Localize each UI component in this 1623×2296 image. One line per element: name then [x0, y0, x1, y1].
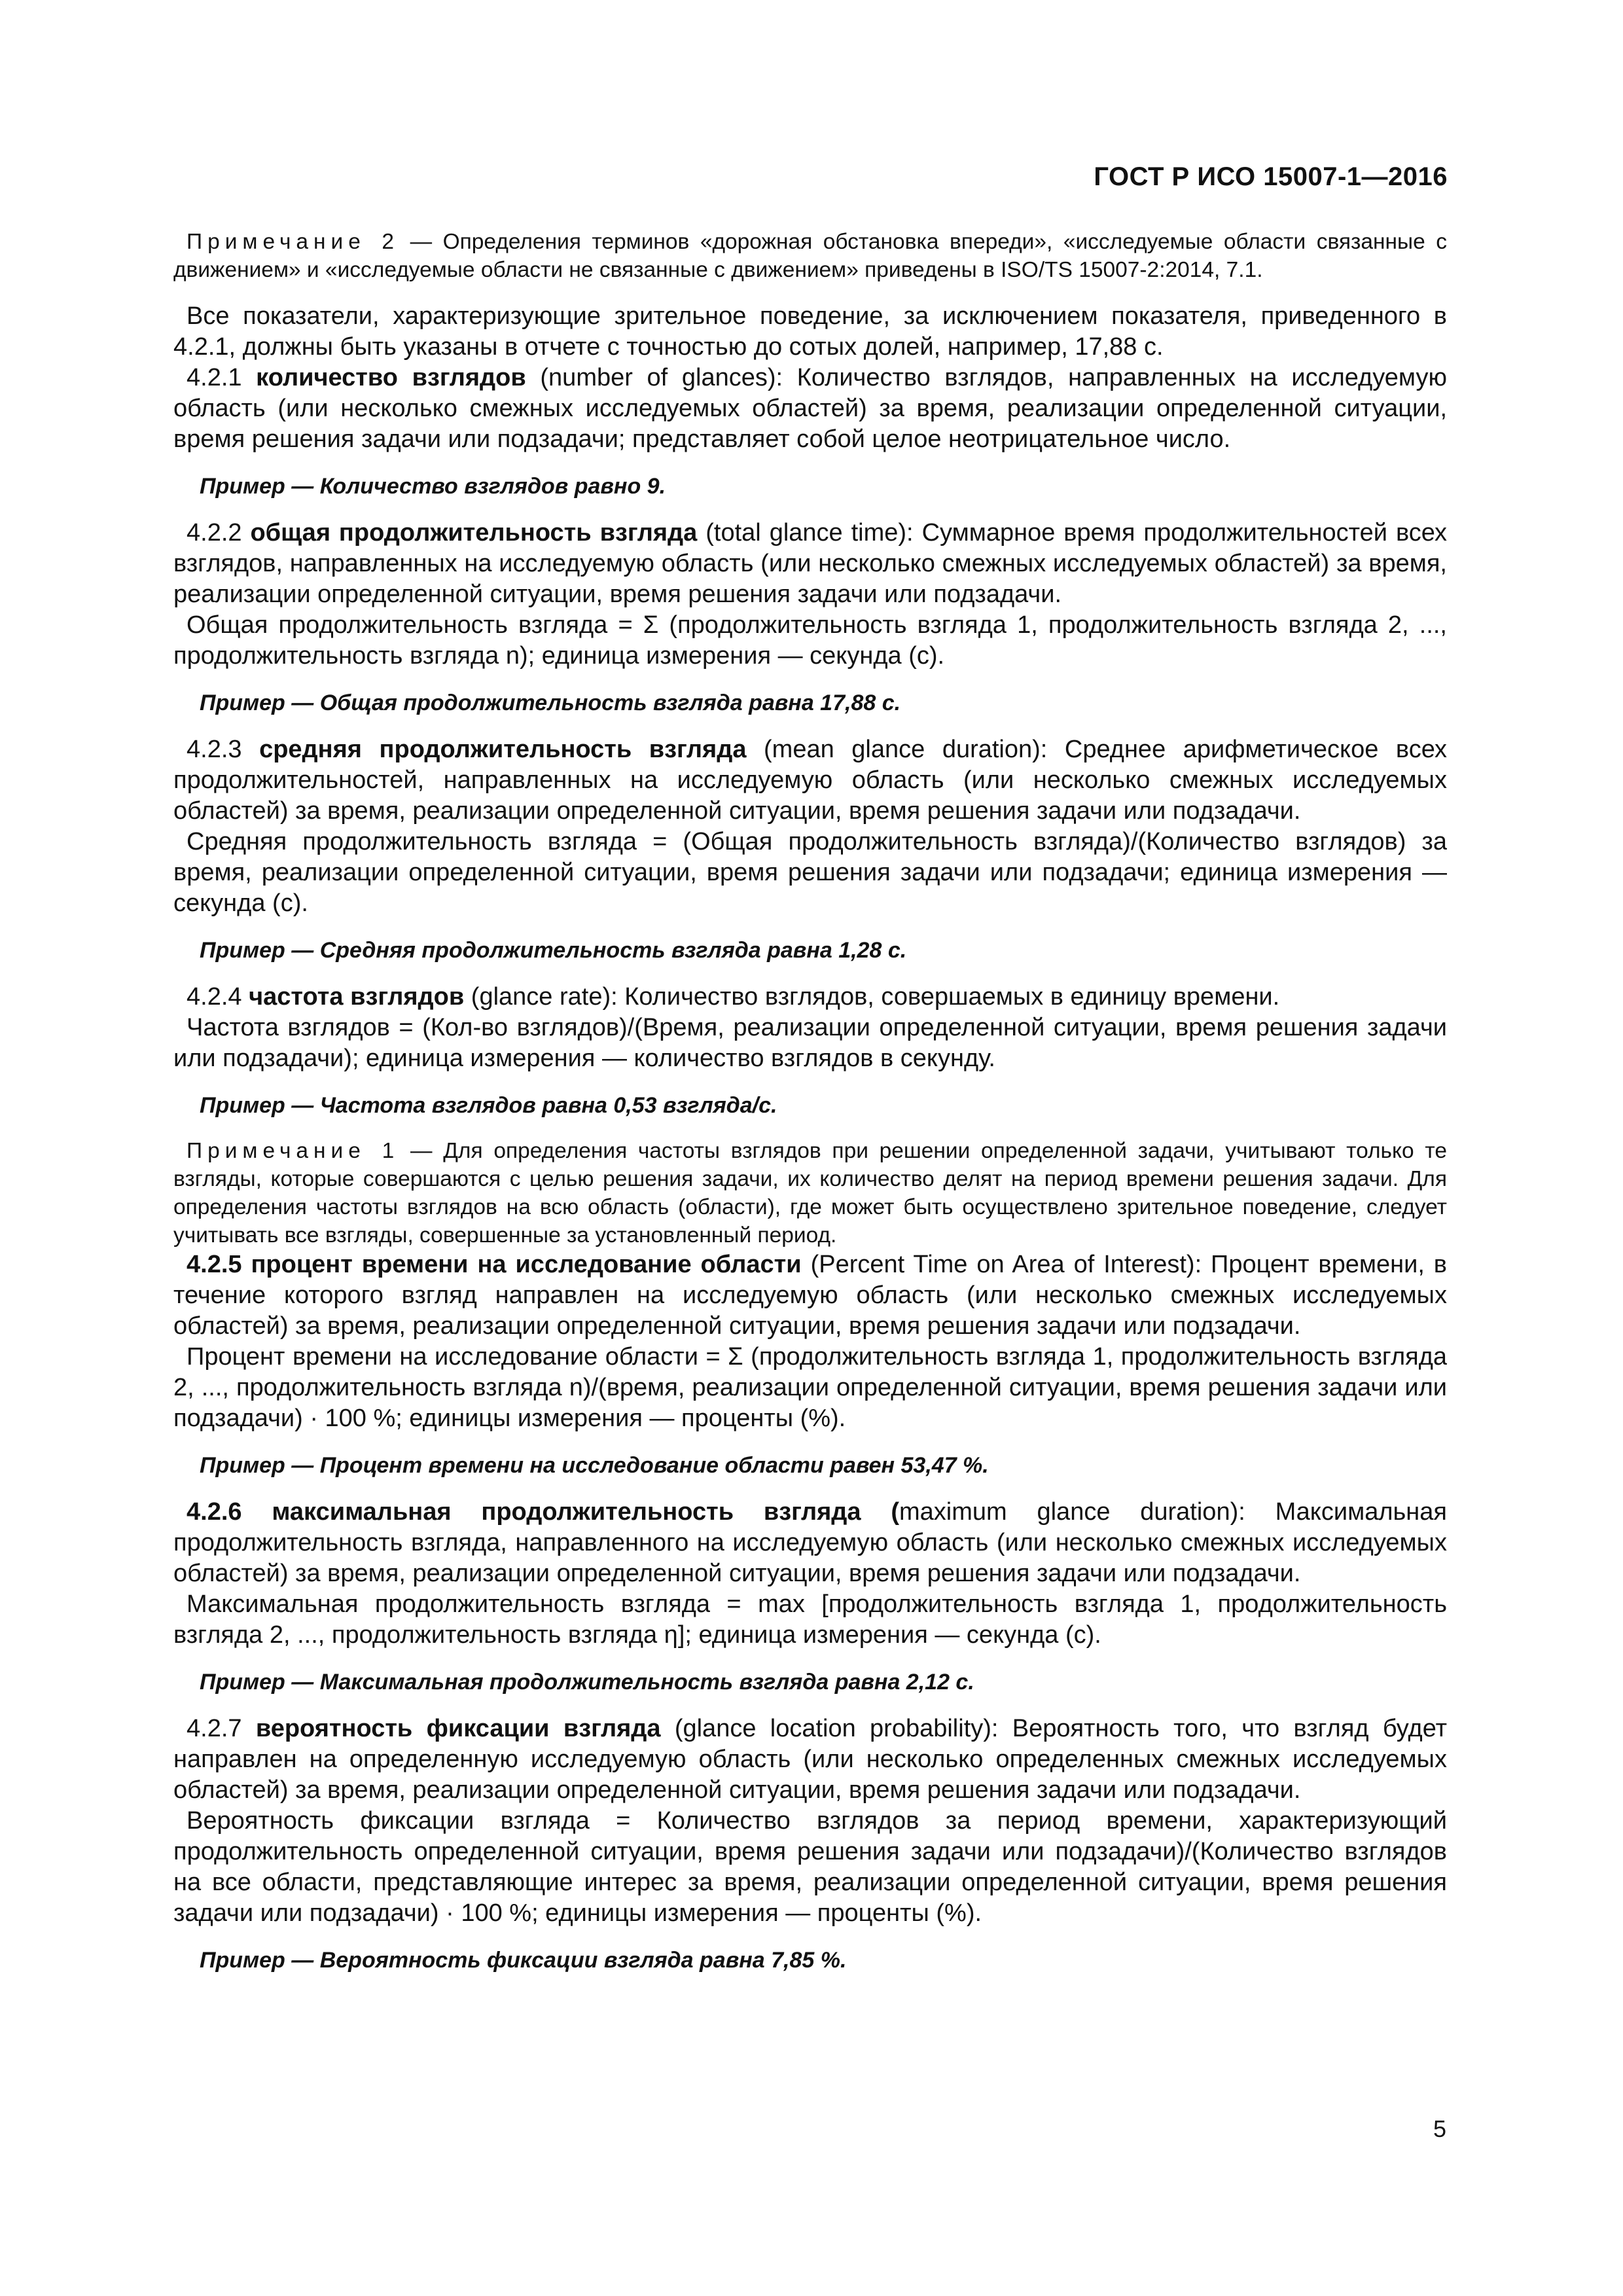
definition: (Percent Time on Area of Interest): Процент времени, в течение которого взгляд направлен на исследуемую область (или несколько смежных исследуемых областей) за время, реализации определенной ситуации, время решения задачи или подзадачи.: [173, 1251, 1447, 1340]
formula-4-2-5: Процент времени на исследование области = Σ (продолжительность взгляда 1, продолжительность взгляда 2, ..., продолжительность взгляда n)/(время, реализации определенной ситуации, время решения задачи или подзадачи) · 100 %; единицы измерения — проценты (%).: [173, 1343, 1447, 1432]
term: максимальная продолжительность взгляда (: [272, 1498, 900, 1526]
section-number: 4.2.5: [187, 1251, 251, 1278]
formula-4-2-4: Частота взглядов = (Кол-во взглядов)/(Время, реализации определенной ситуации, время решения задачи или подзадачи); единица измерения — количество взглядов в секунду.: [173, 1014, 1447, 1072]
example-1: Пример — Количество взглядов равно 9.: [200, 474, 666, 499]
example-4: Пример — Частота взглядов равна 0,53 взгляда/с.: [200, 1093, 777, 1118]
formula-4-2-3: Средняя продолжительность взгляда = (Общая продолжительность взгляда)/(Количество взглядов) за время, реализации определенной ситуации, время решения задачи или подзадачи; единица измерения — секунда (с).: [173, 828, 1447, 917]
term: вероятность фиксации взгляда: [255, 1715, 661, 1742]
intro-paragraph: Все показатели, характеризующие зрительное поведение, за исключением показателя, приведенного в 4.2.1, должны быть указаны в отчете с точностью до сотых долей, например, 17,88 с.: [173, 302, 1447, 361]
document-body: [173, 228, 1447, 1992]
document-header-standard-id: ГОСТ Р ИСО 15007-1—2016: [1094, 162, 1448, 191]
section-number: 4.2.4: [187, 983, 249, 1011]
section-4-2-5: [173, 1249, 1447, 1342]
note-2-text: — Определения терминов «дорожная обстановка впереди», «исследуемые области связанные с движением» и «исследуемые области не связанные с движением» приведены в ISO/TS 15007-2:2014, 7.1.: [173, 230, 1447, 282]
definition: (number of glances): Количество взглядов, направленных на исследуемую область (или несколько смежных исследуемых областей) за время, реализации определенной ситуации, время решения задачи или подзадачи; представляет собой целое неотрицательное число.: [173, 364, 1447, 453]
section-4-2-6: [173, 1497, 1447, 1589]
note-1-label: Примечание 1: [187, 1139, 400, 1163]
definition: (glance rate): Количество взглядов, совершаемых в единицу времени.: [464, 983, 1280, 1011]
example-7: Пример — Вероятность фиксации взгляда равна 7,85 %.: [200, 1948, 847, 1973]
section-number: 4.2.3: [187, 736, 260, 763]
term: частота взглядов: [249, 983, 465, 1011]
formula-4-2-7: Вероятность фиксации взгляда = Количество взглядов за период времени, характеризующий продолжительность определенной ситуации, время решения задачи или подзадачи)/(Количество взглядов на все области, представляющие интерес за время, реализации определенной ситуации, время решения задачи или подзадачи) · 100 %; единицы измерения — проценты (%).: [173, 1807, 1447, 1927]
section-number: 4.2.2: [187, 519, 251, 547]
definition: (total glance time): Суммарное время продолжительностей всех взглядов, направленных на исследуемую область (или несколько смежных исследуемых областей) за время, реализации определенной ситуации, время решения задачи или подзадачи.: [173, 519, 1447, 608]
section-4-2-4: [173, 982, 1447, 1013]
section-4-2-3: [173, 734, 1447, 827]
definition: (mean glance duration): Среднее арифметическое всех продолжительностей, направленных на исследуемую область (или несколько смежных исследуемых областей) за время, реализации определенной ситуации, время решения задачи или подзадачи.: [173, 736, 1447, 825]
section-4-2-7: [173, 1713, 1447, 1806]
formula-4-2-2: Общая продолжительность взгляда = Σ (продолжительность взгляда 1, продолжительность взгляда 2, ..., продолжительность взгляда n); единица измерения — секунда (с).: [173, 611, 1447, 670]
term: процент времени на исследование области: [251, 1251, 802, 1278]
section-4-2-1: [173, 363, 1447, 455]
example-5: Пример — Процент времени на исследование области равен 53,47 %.: [200, 1453, 989, 1478]
formula-4-2-6: Максимальная продолжительность взгляда = max [продолжительность взгляда 1, продолжительность взгляда 2, ..., продолжительность взгляда η]; единица измерения — секунда (с).: [173, 1590, 1447, 1649]
section-number: 4.2.6: [187, 1498, 272, 1526]
section-number: 4.2.1: [187, 364, 257, 391]
example-2: Пример — Общая продолжительность взгляда равна 17,88 с.: [200, 691, 901, 715]
page-number: 5: [1433, 2115, 1446, 2142]
example-3: Пример — Средняя продолжительность взгляда равна 1,28 с.: [200, 938, 907, 963]
section-4-2-2: [173, 518, 1447, 610]
definition: (glance location probability): Вероятность того, что взгляд будет направлен на определенную исследуемую область (или несколько определенных смежных исследуемых областей) за время, реализации определенной ситуации, время решения задачи или подзадачи.: [173, 1715, 1447, 1804]
note-1: [173, 1137, 1447, 1249]
definition: maximum glance duration): Максимальная продолжительность взгляда, направленного на исследуемую область (или несколько смежных исследуемых областей) за время, реализации определенной ситуации, время решения задачи или подзадачи.: [173, 1498, 1447, 1587]
section-number: 4.2.7: [187, 1715, 256, 1742]
note-2-label: Примечание 2: [187, 230, 400, 254]
term: количество взглядов: [256, 364, 526, 391]
example-6: Пример — Максимальная продолжительность взгляда равна 2,12 с.: [200, 1670, 974, 1695]
note-1-text: — Для определения частоты взглядов при решении определенной задачи, учитывают только те взгляды, которые совершаются с целью решения задачи, их количество делят на период времени решения задачи. Для определения частоты взглядов на всю область (области), где может быть осуществлено зрительное поведение, следует учитывать все взгляды, совершенные за установленный период.: [173, 1139, 1447, 1247]
term: средняя продолжительность взгляда: [259, 736, 747, 763]
note-2: [173, 228, 1447, 284]
term: общая продолжительность взгляда: [250, 519, 698, 547]
